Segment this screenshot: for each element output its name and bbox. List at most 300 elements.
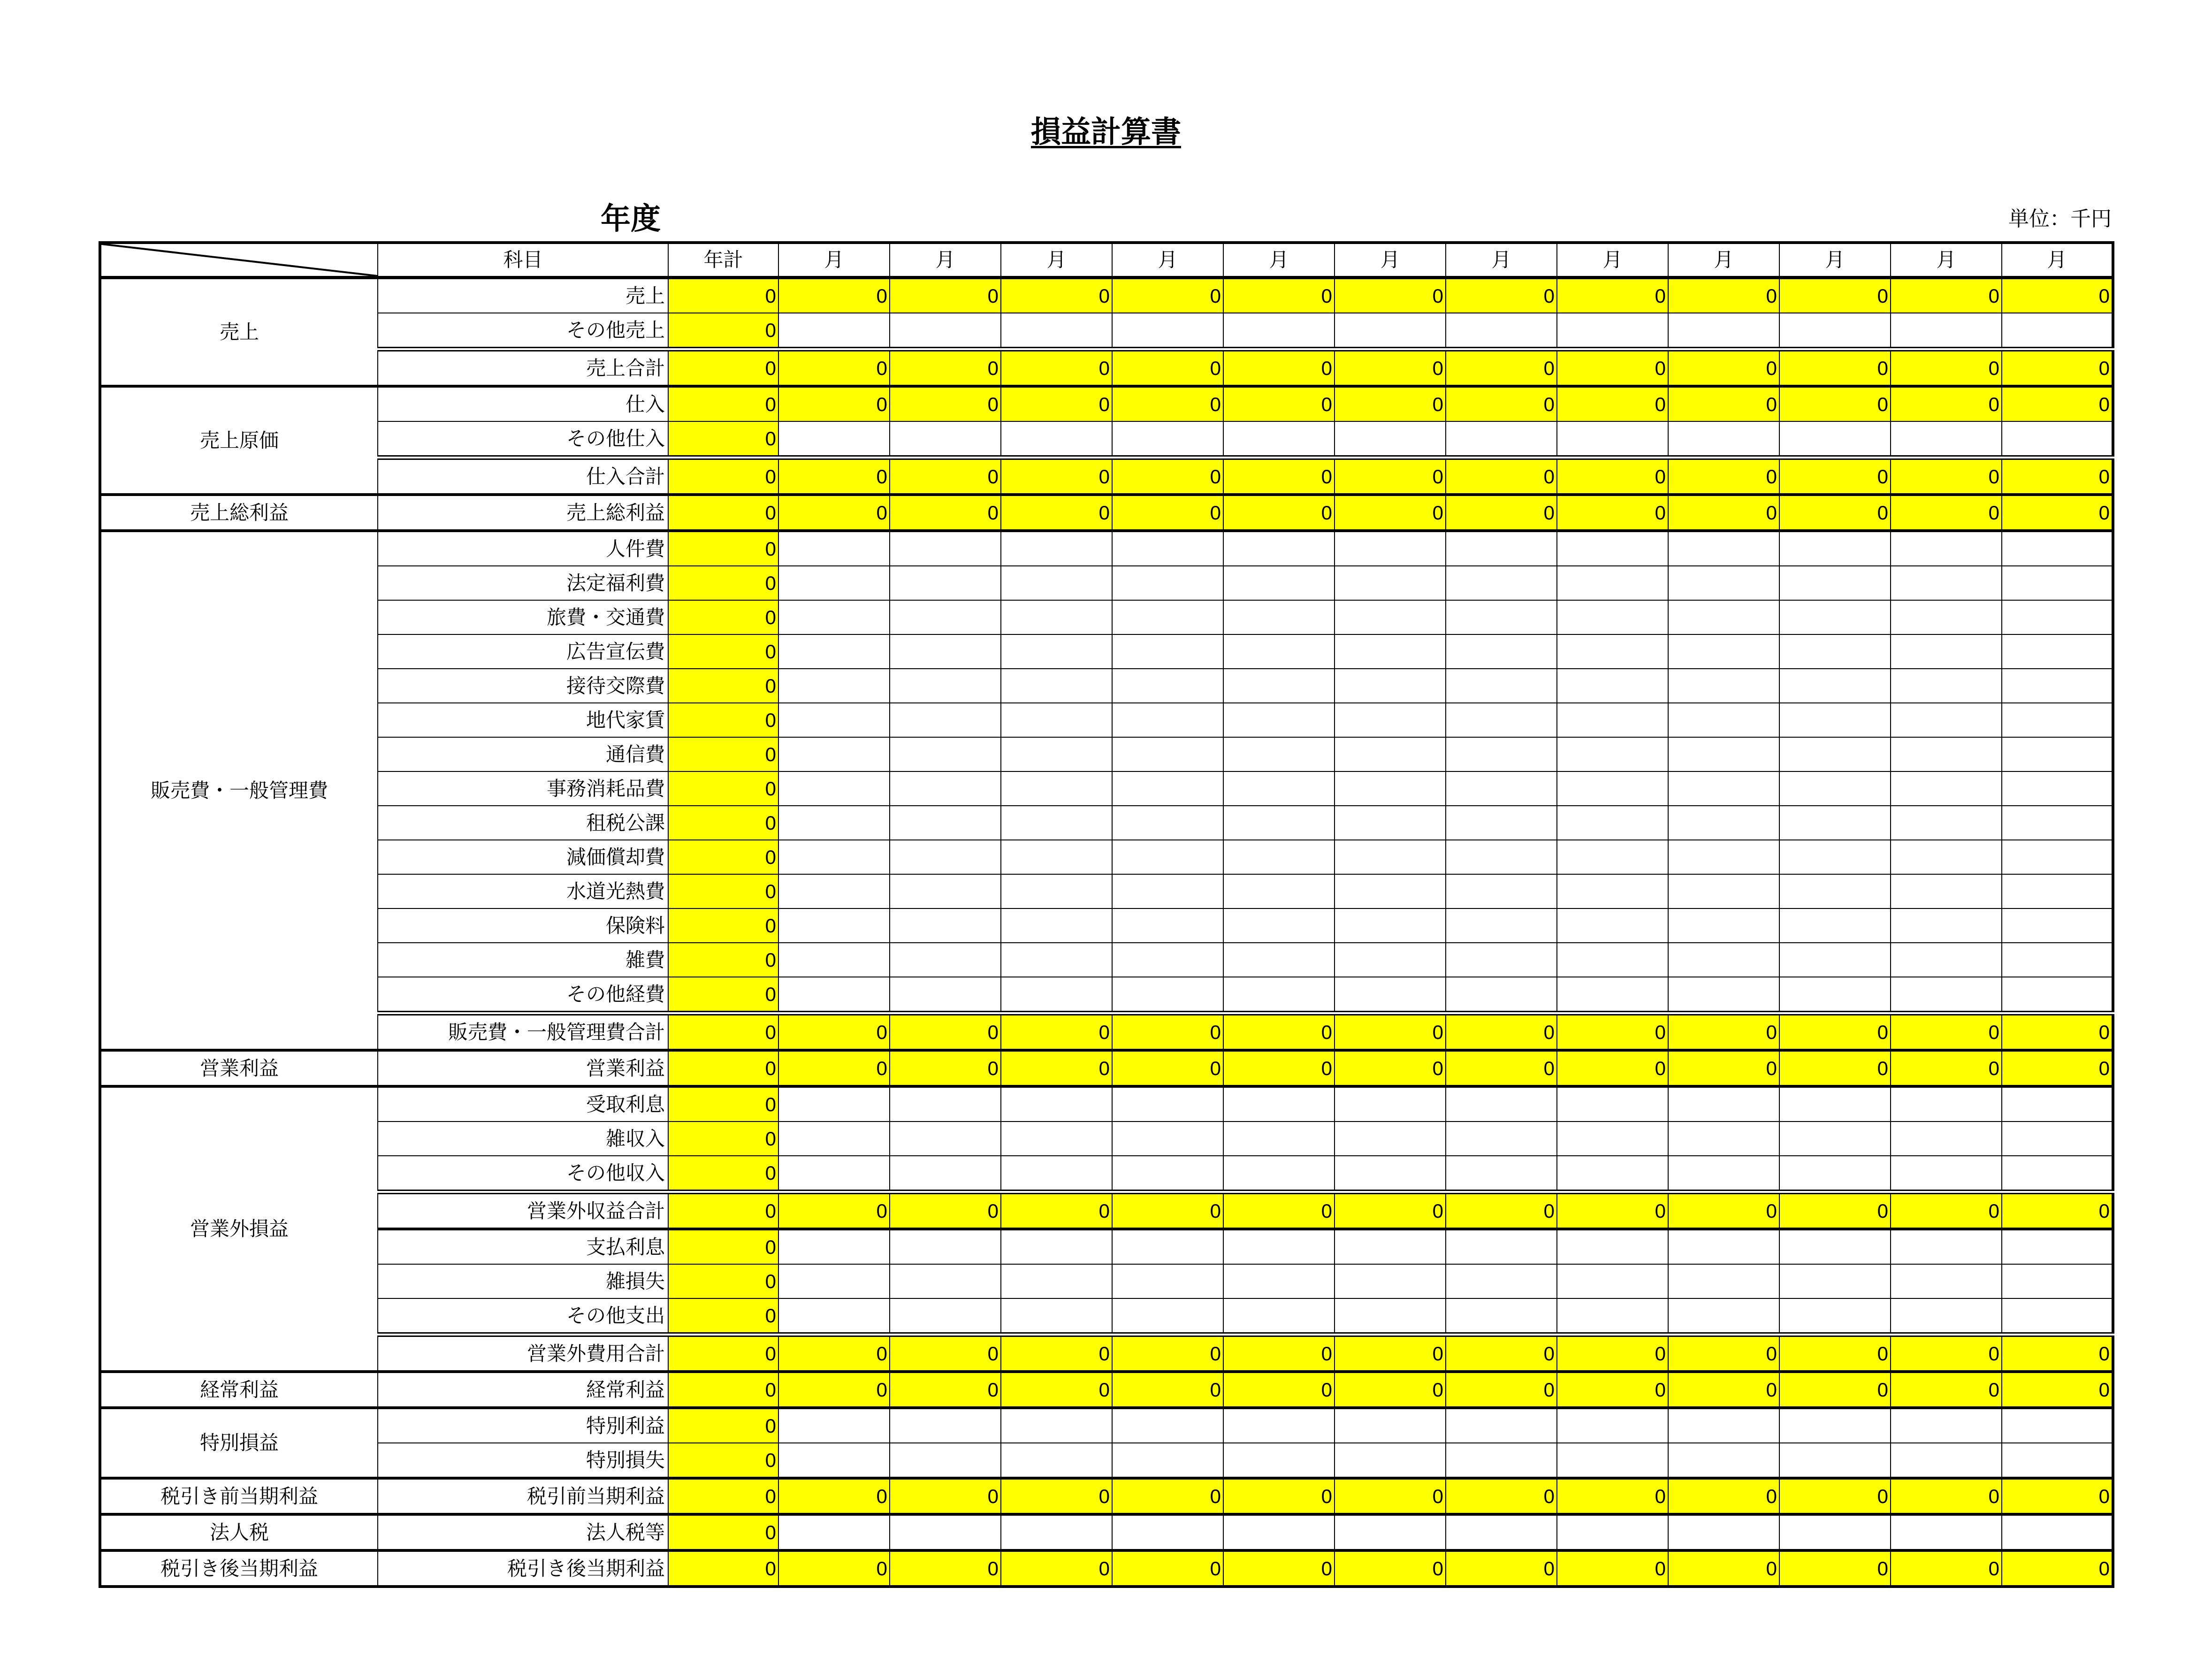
month-value-cell[interactable]	[1223, 1443, 1335, 1478]
month-value-cell[interactable]: 0	[1335, 1335, 1446, 1372]
month-value-cell[interactable]: 0	[1891, 1335, 2002, 1372]
month-value-cell[interactable]	[890, 669, 1001, 703]
month-value-cell[interactable]	[1557, 566, 1668, 600]
month-value-cell[interactable]	[1668, 1086, 1779, 1122]
month-value-cell[interactable]	[1335, 1122, 1446, 1156]
month-value-cell[interactable]: 0	[1557, 349, 1668, 386]
month-value-cell[interactable]	[1779, 1156, 1891, 1192]
month-value-cell[interactable]: 0	[1779, 1372, 1891, 1408]
month-value-cell[interactable]: 0	[1668, 1478, 1779, 1514]
annual-total-cell[interactable]: 0	[668, 349, 778, 386]
month-value-cell[interactable]: 0	[1112, 1550, 1223, 1587]
annual-total-cell[interactable]: 0	[668, 1550, 778, 1587]
month-value-cell[interactable]: 0	[1223, 1372, 1335, 1408]
month-value-cell[interactable]	[1668, 669, 1779, 703]
month-value-cell[interactable]	[1112, 531, 1223, 566]
month-value-cell[interactable]	[2002, 737, 2113, 771]
month-value-cell[interactable]	[890, 1443, 1001, 1478]
annual-total-cell[interactable]: 0	[668, 1156, 778, 1192]
month-value-cell[interactable]	[1335, 421, 1446, 458]
month-value-cell[interactable]: 0	[2002, 349, 2113, 386]
month-value-cell[interactable]	[1668, 421, 1779, 458]
month-value-cell[interactable]	[1112, 1086, 1223, 1122]
month-value-cell[interactable]	[1779, 1298, 1891, 1335]
month-value-cell[interactable]: 0	[1779, 1478, 1891, 1514]
month-value-cell[interactable]	[1001, 1443, 1112, 1478]
month-value-cell[interactable]	[1557, 1156, 1668, 1192]
month-value-cell[interactable]: 0	[890, 1192, 1001, 1229]
month-value-cell[interactable]: 0	[1779, 386, 1891, 421]
month-value-cell[interactable]: 0	[1446, 349, 1557, 386]
month-value-cell[interactable]	[1335, 669, 1446, 703]
month-value-cell[interactable]	[778, 1264, 890, 1298]
month-value-cell[interactable]: 0	[2002, 1050, 2113, 1086]
month-value-cell[interactable]	[1223, 669, 1335, 703]
month-value-cell[interactable]	[2002, 669, 2113, 703]
month-value-cell[interactable]	[1446, 1156, 1557, 1192]
month-value-cell[interactable]: 0	[1557, 1192, 1668, 1229]
month-value-cell[interactable]	[1335, 908, 1446, 943]
month-value-cell[interactable]: 0	[1446, 1550, 1557, 1587]
annual-total-cell[interactable]: 0	[668, 1335, 778, 1372]
month-value-cell[interactable]: 0	[1779, 1335, 1891, 1372]
month-value-cell[interactable]: 0	[1223, 1550, 1335, 1587]
month-value-cell[interactable]	[1557, 1514, 1668, 1550]
month-value-cell[interactable]	[2002, 1514, 2113, 1550]
month-value-cell[interactable]	[1779, 421, 1891, 458]
month-value-cell[interactable]	[1223, 600, 1335, 634]
month-value-cell[interactable]	[2002, 566, 2113, 600]
month-value-cell[interactable]	[1557, 634, 1668, 669]
month-value-cell[interactable]	[1001, 1156, 1112, 1192]
month-value-cell[interactable]: 0	[778, 1013, 890, 1050]
month-value-cell[interactable]	[1446, 421, 1557, 458]
month-value-cell[interactable]	[1223, 1229, 1335, 1264]
month-value-cell[interactable]	[1891, 806, 2002, 840]
month-value-cell[interactable]	[1779, 1514, 1891, 1550]
month-value-cell[interactable]	[778, 1514, 890, 1550]
month-value-cell[interactable]: 0	[1223, 1013, 1335, 1050]
month-value-cell[interactable]: 0	[1223, 349, 1335, 386]
month-value-cell[interactable]	[1335, 566, 1446, 600]
annual-total-cell[interactable]: 0	[668, 1192, 778, 1229]
month-value-cell[interactable]	[1223, 737, 1335, 771]
month-value-cell[interactable]	[1668, 634, 1779, 669]
month-value-cell[interactable]	[778, 600, 890, 634]
month-value-cell[interactable]: 0	[1446, 1013, 1557, 1050]
month-value-cell[interactable]	[1668, 1156, 1779, 1192]
month-value-cell[interactable]	[1557, 737, 1668, 771]
month-value-cell[interactable]: 0	[1446, 1478, 1557, 1514]
month-value-cell[interactable]	[1001, 1514, 1112, 1550]
month-value-cell[interactable]	[1891, 874, 2002, 908]
month-value-cell[interactable]	[1446, 771, 1557, 806]
month-value-cell[interactable]	[890, 977, 1001, 1013]
annual-total-cell[interactable]: 0	[668, 531, 778, 566]
annual-total-cell[interactable]: 0	[668, 495, 778, 531]
month-value-cell[interactable]	[1557, 703, 1668, 737]
annual-total-cell[interactable]: 0	[668, 669, 778, 703]
month-value-cell[interactable]	[1446, 703, 1557, 737]
month-value-cell[interactable]: 0	[2002, 1372, 2113, 1408]
month-value-cell[interactable]: 0	[1446, 1372, 1557, 1408]
month-value-cell[interactable]: 0	[890, 1372, 1001, 1408]
month-value-cell[interactable]	[1668, 1122, 1779, 1156]
month-value-cell[interactable]	[2002, 1086, 2113, 1122]
month-value-cell[interactable]: 0	[2002, 1335, 2113, 1372]
month-value-cell[interactable]	[2002, 806, 2113, 840]
month-value-cell[interactable]	[1335, 600, 1446, 634]
month-value-cell[interactable]: 0	[1223, 1335, 1335, 1372]
month-value-cell[interactable]	[890, 1514, 1001, 1550]
month-value-cell[interactable]	[1779, 313, 1891, 349]
month-value-cell[interactable]	[1557, 600, 1668, 634]
month-value-cell[interactable]	[1223, 1408, 1335, 1443]
month-value-cell[interactable]	[1446, 1086, 1557, 1122]
month-value-cell[interactable]	[2002, 531, 2113, 566]
month-value-cell[interactable]	[1001, 531, 1112, 566]
month-value-cell[interactable]	[1001, 1264, 1112, 1298]
month-value-cell[interactable]	[1001, 1298, 1112, 1335]
month-value-cell[interactable]	[1001, 840, 1112, 874]
month-value-cell[interactable]	[1112, 1408, 1223, 1443]
month-value-cell[interactable]	[1223, 908, 1335, 943]
month-value-cell[interactable]	[1891, 1443, 2002, 1478]
month-value-cell[interactable]: 0	[778, 1192, 890, 1229]
month-value-cell[interactable]	[890, 874, 1001, 908]
month-value-cell[interactable]: 0	[1891, 495, 2002, 531]
month-value-cell[interactable]: 0	[1668, 495, 1779, 531]
month-value-cell[interactable]	[1112, 703, 1223, 737]
month-value-cell[interactable]	[1891, 669, 2002, 703]
month-value-cell[interactable]	[1112, 669, 1223, 703]
month-value-cell[interactable]: 0	[1891, 278, 2002, 313]
month-value-cell[interactable]: 0	[1779, 1013, 1891, 1050]
month-value-cell[interactable]: 0	[1668, 386, 1779, 421]
month-value-cell[interactable]	[1446, 943, 1557, 977]
month-value-cell[interactable]: 0	[890, 458, 1001, 495]
month-value-cell[interactable]	[1446, 737, 1557, 771]
month-value-cell[interactable]	[1335, 1443, 1446, 1478]
month-value-cell[interactable]	[890, 737, 1001, 771]
month-value-cell[interactable]: 0	[1112, 1013, 1223, 1050]
month-value-cell[interactable]	[1557, 313, 1668, 349]
month-value-cell[interactable]	[890, 1229, 1001, 1264]
month-value-cell[interactable]	[1446, 1264, 1557, 1298]
month-value-cell[interactable]: 0	[1557, 1013, 1668, 1050]
month-value-cell[interactable]: 0	[890, 1335, 1001, 1372]
month-value-cell[interactable]: 0	[1335, 458, 1446, 495]
month-value-cell[interactable]: 0	[1112, 1478, 1223, 1514]
annual-total-cell[interactable]: 0	[668, 1122, 778, 1156]
month-value-cell[interactable]	[1668, 703, 1779, 737]
month-value-cell[interactable]	[1335, 531, 1446, 566]
month-value-cell[interactable]	[778, 1229, 890, 1264]
month-value-cell[interactable]	[1891, 771, 2002, 806]
month-value-cell[interactable]: 0	[1223, 458, 1335, 495]
month-value-cell[interactable]	[890, 600, 1001, 634]
month-value-cell[interactable]	[2002, 1408, 2113, 1443]
month-value-cell[interactable]	[2002, 1122, 2113, 1156]
month-value-cell[interactable]	[1223, 421, 1335, 458]
month-value-cell[interactable]	[1001, 737, 1112, 771]
month-value-cell[interactable]: 0	[1001, 349, 1112, 386]
month-value-cell[interactable]	[890, 421, 1001, 458]
month-value-cell[interactable]	[1446, 634, 1557, 669]
month-value-cell[interactable]	[1779, 634, 1891, 669]
month-value-cell[interactable]	[1335, 874, 1446, 908]
month-value-cell[interactable]: 0	[1001, 278, 1112, 313]
month-value-cell[interactable]	[1891, 1086, 2002, 1122]
month-value-cell[interactable]: 0	[778, 278, 890, 313]
month-value-cell[interactable]	[890, 634, 1001, 669]
month-value-cell[interactable]	[1335, 1298, 1446, 1335]
month-value-cell[interactable]	[890, 943, 1001, 977]
month-value-cell[interactable]	[1112, 1443, 1223, 1478]
month-value-cell[interactable]	[1001, 313, 1112, 349]
month-value-cell[interactable]	[1112, 1264, 1223, 1298]
month-value-cell[interactable]: 0	[1223, 1050, 1335, 1086]
month-value-cell[interactable]: 0	[2002, 1013, 2113, 1050]
month-value-cell[interactable]	[1557, 840, 1668, 874]
month-value-cell[interactable]: 0	[1668, 1013, 1779, 1050]
month-value-cell[interactable]: 0	[890, 495, 1001, 531]
month-value-cell[interactable]	[1001, 806, 1112, 840]
month-value-cell[interactable]: 0	[1446, 386, 1557, 421]
month-value-cell[interactable]: 0	[1112, 1372, 1223, 1408]
month-value-cell[interactable]: 0	[1668, 1550, 1779, 1587]
month-value-cell[interactable]	[1779, 600, 1891, 634]
month-value-cell[interactable]	[1668, 943, 1779, 977]
month-value-cell[interactable]	[1891, 566, 2002, 600]
month-value-cell[interactable]	[1779, 806, 1891, 840]
month-value-cell[interactable]	[1446, 977, 1557, 1013]
month-value-cell[interactable]	[1446, 1298, 1557, 1335]
month-value-cell[interactable]	[1223, 1298, 1335, 1335]
month-value-cell[interactable]	[890, 703, 1001, 737]
month-value-cell[interactable]: 0	[1557, 1478, 1668, 1514]
month-value-cell[interactable]: 0	[2002, 1478, 2113, 1514]
month-value-cell[interactable]	[890, 908, 1001, 943]
month-value-cell[interactable]	[1335, 737, 1446, 771]
month-value-cell[interactable]: 0	[2002, 458, 2113, 495]
month-value-cell[interactable]: 0	[890, 1478, 1001, 1514]
month-value-cell[interactable]	[1779, 977, 1891, 1013]
month-value-cell[interactable]	[1668, 1264, 1779, 1298]
month-value-cell[interactable]: 0	[1446, 278, 1557, 313]
month-value-cell[interactable]: 0	[1891, 458, 2002, 495]
month-value-cell[interactable]: 0	[1668, 458, 1779, 495]
month-value-cell[interactable]	[1891, 703, 2002, 737]
month-value-cell[interactable]	[1891, 737, 2002, 771]
month-value-cell[interactable]	[1223, 1264, 1335, 1298]
month-value-cell[interactable]	[1668, 1298, 1779, 1335]
month-value-cell[interactable]	[1335, 977, 1446, 1013]
month-value-cell[interactable]	[1668, 313, 1779, 349]
month-value-cell[interactable]	[1112, 874, 1223, 908]
month-value-cell[interactable]	[1779, 703, 1891, 737]
month-value-cell[interactable]: 0	[1557, 495, 1668, 531]
month-value-cell[interactable]: 0	[1891, 1372, 2002, 1408]
month-value-cell[interactable]	[1557, 1229, 1668, 1264]
annual-total-cell[interactable]: 0	[668, 1478, 778, 1514]
month-value-cell[interactable]: 0	[1112, 278, 1223, 313]
month-value-cell[interactable]	[1668, 737, 1779, 771]
month-value-cell[interactable]: 0	[2002, 1192, 2113, 1229]
month-value-cell[interactable]: 0	[1001, 458, 1112, 495]
month-value-cell[interactable]	[1335, 943, 1446, 977]
month-value-cell[interactable]	[1446, 669, 1557, 703]
annual-total-cell[interactable]: 0	[668, 806, 778, 840]
month-value-cell[interactable]	[1891, 908, 2002, 943]
month-value-cell[interactable]: 0	[1112, 1192, 1223, 1229]
month-value-cell[interactable]	[1223, 806, 1335, 840]
month-value-cell[interactable]: 0	[1335, 1478, 1446, 1514]
month-value-cell[interactable]: 0	[1223, 386, 1335, 421]
month-value-cell[interactable]	[778, 908, 890, 943]
month-value-cell[interactable]	[1446, 600, 1557, 634]
month-value-cell[interactable]	[1001, 874, 1112, 908]
month-value-cell[interactable]: 0	[1001, 1192, 1112, 1229]
month-value-cell[interactable]: 0	[1112, 1050, 1223, 1086]
month-value-cell[interactable]	[1891, 600, 2002, 634]
month-value-cell[interactable]	[1668, 600, 1779, 634]
month-value-cell[interactable]: 0	[1557, 386, 1668, 421]
month-value-cell[interactable]	[890, 566, 1001, 600]
month-value-cell[interactable]	[2002, 771, 2113, 806]
month-value-cell[interactable]	[2002, 421, 2113, 458]
month-value-cell[interactable]: 0	[1668, 1192, 1779, 1229]
month-value-cell[interactable]	[1001, 600, 1112, 634]
month-value-cell[interactable]	[1891, 1298, 2002, 1335]
month-value-cell[interactable]: 0	[1668, 1335, 1779, 1372]
month-value-cell[interactable]	[1446, 1443, 1557, 1478]
month-value-cell[interactable]: 0	[1557, 278, 1668, 313]
month-value-cell[interactable]	[778, 737, 890, 771]
month-value-cell[interactable]	[1112, 1156, 1223, 1192]
annual-total-cell[interactable]: 0	[668, 1229, 778, 1264]
month-value-cell[interactable]	[1112, 634, 1223, 669]
month-value-cell[interactable]	[1891, 977, 2002, 1013]
annual-total-cell[interactable]: 0	[668, 1013, 778, 1050]
month-value-cell[interactable]: 0	[1446, 1050, 1557, 1086]
month-value-cell[interactable]	[778, 943, 890, 977]
month-value-cell[interactable]	[1557, 421, 1668, 458]
month-value-cell[interactable]: 0	[1335, 1050, 1446, 1086]
month-value-cell[interactable]	[1446, 1514, 1557, 1550]
month-value-cell[interactable]	[1001, 908, 1112, 943]
month-value-cell[interactable]: 0	[1779, 349, 1891, 386]
month-value-cell[interactable]	[1557, 771, 1668, 806]
month-value-cell[interactable]: 0	[1001, 1050, 1112, 1086]
month-value-cell[interactable]	[1001, 421, 1112, 458]
annual-total-cell[interactable]: 0	[668, 1050, 778, 1086]
month-value-cell[interactable]: 0	[1001, 495, 1112, 531]
month-value-cell[interactable]	[778, 1122, 890, 1156]
month-value-cell[interactable]	[1335, 703, 1446, 737]
month-value-cell[interactable]	[890, 1122, 1001, 1156]
month-value-cell[interactable]	[1001, 1122, 1112, 1156]
month-value-cell[interactable]: 0	[1446, 458, 1557, 495]
month-value-cell[interactable]	[1779, 771, 1891, 806]
month-value-cell[interactable]	[1112, 600, 1223, 634]
month-value-cell[interactable]	[1112, 1229, 1223, 1264]
month-value-cell[interactable]	[1001, 669, 1112, 703]
month-value-cell[interactable]: 0	[1668, 349, 1779, 386]
annual-total-cell[interactable]: 0	[668, 1298, 778, 1335]
month-value-cell[interactable]	[778, 1408, 890, 1443]
month-value-cell[interactable]	[2002, 977, 2113, 1013]
annual-total-cell[interactable]: 0	[668, 737, 778, 771]
month-value-cell[interactable]	[1557, 943, 1668, 977]
annual-total-cell[interactable]: 0	[668, 634, 778, 669]
month-value-cell[interactable]: 0	[1335, 1192, 1446, 1229]
month-value-cell[interactable]	[1557, 669, 1668, 703]
month-value-cell[interactable]	[1668, 806, 1779, 840]
annual-total-cell[interactable]: 0	[668, 771, 778, 806]
month-value-cell[interactable]	[1112, 771, 1223, 806]
month-value-cell[interactable]: 0	[1668, 1050, 1779, 1086]
month-value-cell[interactable]: 0	[890, 386, 1001, 421]
month-value-cell[interactable]	[1779, 874, 1891, 908]
month-value-cell[interactable]	[890, 313, 1001, 349]
month-value-cell[interactable]: 0	[778, 1335, 890, 1372]
month-value-cell[interactable]	[778, 421, 890, 458]
month-value-cell[interactable]	[1112, 840, 1223, 874]
month-value-cell[interactable]: 0	[1001, 1013, 1112, 1050]
month-value-cell[interactable]: 0	[1223, 278, 1335, 313]
month-value-cell[interactable]	[1668, 908, 1779, 943]
month-value-cell[interactable]	[1779, 531, 1891, 566]
month-value-cell[interactable]	[1112, 737, 1223, 771]
month-value-cell[interactable]: 0	[2002, 386, 2113, 421]
month-value-cell[interactable]	[1891, 421, 2002, 458]
month-value-cell[interactable]	[778, 1298, 890, 1335]
month-value-cell[interactable]: 0	[1557, 1335, 1668, 1372]
annual-total-cell[interactable]: 0	[668, 1086, 778, 1122]
month-value-cell[interactable]	[1001, 1408, 1112, 1443]
month-value-cell[interactable]: 0	[890, 1550, 1001, 1587]
month-value-cell[interactable]: 0	[1668, 1372, 1779, 1408]
month-value-cell[interactable]	[1446, 908, 1557, 943]
month-value-cell[interactable]	[1001, 977, 1112, 1013]
month-value-cell[interactable]	[1112, 908, 1223, 943]
month-value-cell[interactable]	[1668, 1408, 1779, 1443]
annual-total-cell[interactable]: 0	[668, 943, 778, 977]
month-value-cell[interactable]: 0	[890, 1050, 1001, 1086]
month-value-cell[interactable]	[1001, 703, 1112, 737]
month-value-cell[interactable]: 0	[1891, 349, 2002, 386]
month-value-cell[interactable]	[890, 1086, 1001, 1122]
month-value-cell[interactable]: 0	[1001, 386, 1112, 421]
month-value-cell[interactable]: 0	[1891, 1013, 2002, 1050]
month-value-cell[interactable]	[890, 1408, 1001, 1443]
month-value-cell[interactable]: 0	[1335, 278, 1446, 313]
month-value-cell[interactable]	[1223, 313, 1335, 349]
month-value-cell[interactable]	[778, 703, 890, 737]
month-value-cell[interactable]	[1335, 1229, 1446, 1264]
month-value-cell[interactable]: 0	[1223, 1192, 1335, 1229]
month-value-cell[interactable]: 0	[1779, 458, 1891, 495]
month-value-cell[interactable]: 0	[2002, 495, 2113, 531]
month-value-cell[interactable]	[778, 531, 890, 566]
month-value-cell[interactable]	[1779, 669, 1891, 703]
month-value-cell[interactable]	[1223, 1086, 1335, 1122]
month-value-cell[interactable]	[1001, 943, 1112, 977]
month-value-cell[interactable]	[1223, 771, 1335, 806]
annual-total-cell[interactable]: 0	[668, 600, 778, 634]
month-value-cell[interactable]: 0	[1001, 1478, 1112, 1514]
